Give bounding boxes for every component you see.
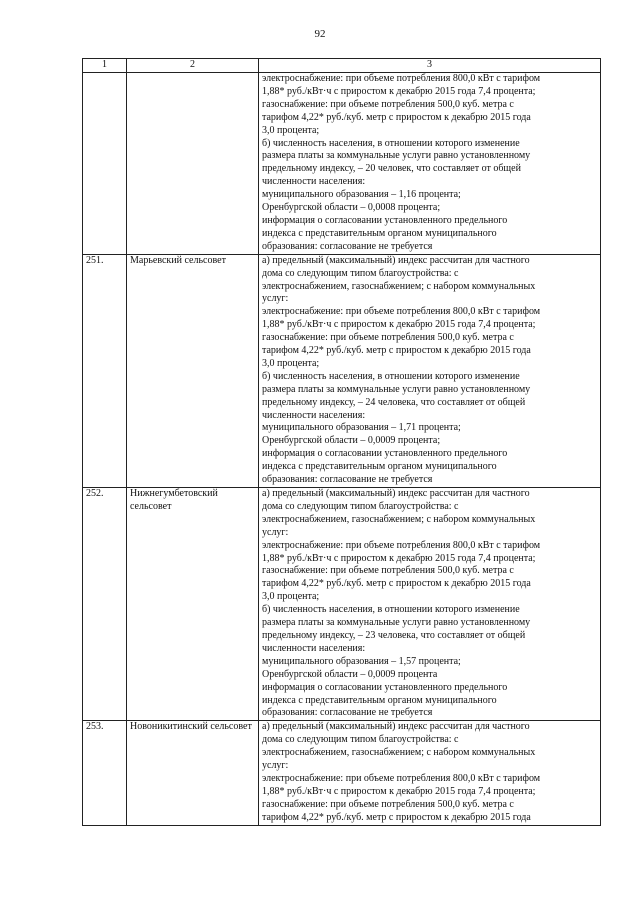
index-description bbox=[259, 254, 601, 487]
table-row bbox=[83, 254, 601, 487]
description-line: тарифом 4,22* руб./куб. метр с приростом к декабрю 2015 года bbox=[262, 578, 531, 590]
description-line: 1,88* руб./кВт·ч с приростом к декабрю 2015 года 7,4 процента; bbox=[262, 85, 536, 97]
description-line: Оренбургской области – 0,0008 процента; bbox=[262, 202, 441, 214]
description-line: а) предельный (максимальный) индекс рассчитан для частного bbox=[262, 488, 530, 499]
description-line: электроснабжением, газоснабжением; с набором коммунальных bbox=[262, 747, 536, 759]
description-line: тарифом 4,22* руб./куб. метр с приростом к декабрю 2015 года bbox=[262, 111, 531, 123]
description-line: информация о согласовании установленного предельного bbox=[262, 214, 508, 226]
description-line: б) численность населения, в отношении которого изменение bbox=[262, 137, 520, 149]
row-number: 251. bbox=[83, 254, 127, 487]
description-line: газоснабжение: при объеме потребления 500,0 куб. метра с bbox=[262, 332, 514, 344]
description-line: численности населения: bbox=[262, 409, 366, 421]
description-line: индекса с представительным органом муниципального bbox=[262, 461, 497, 473]
description-line: дома со следующим типом благоустройства: с bbox=[262, 267, 459, 279]
index-description bbox=[259, 73, 601, 255]
column-header-1: 1 bbox=[83, 59, 127, 73]
municipality-name bbox=[127, 73, 259, 255]
description-line: 1,88* руб./кВт·ч с приростом к декабрю 2015 года 7,4 процента; bbox=[262, 785, 536, 797]
description-line: предельному индексу, – 23 человека, что составляет от общей bbox=[262, 629, 526, 641]
description-line: численности населения: bbox=[262, 176, 366, 188]
row-number: 252. bbox=[83, 488, 127, 721]
column-header-2: 2 bbox=[127, 59, 259, 73]
description-line: а) предельный (максимальный) индекс рассчитан для частного bbox=[262, 721, 530, 733]
description-line: электроснабжением, газоснабжением; с набором коммунальных bbox=[262, 280, 536, 292]
description-line: 1,88* руб./кВт·ч с приростом к декабрю 2015 года 7,4 процента; bbox=[262, 319, 536, 331]
description-line: а) предельный (максимальный) индекс рассчитан для частного bbox=[262, 254, 530, 266]
description-line: электроснабжением, газоснабжением; с набором коммунальных bbox=[262, 513, 536, 525]
description-line: 1,88* руб./кВт·ч с приростом к декабрю 2015 года 7,4 процента; bbox=[262, 552, 536, 564]
description-line: индекса с представительным органом муниципального bbox=[262, 694, 497, 706]
description-line: электроснабжение: при объеме потребления 800,0 кВт с тарифом bbox=[262, 73, 541, 84]
description-line: тарифом 4,22* руб./куб. метр с приростом к декабрю 2015 года bbox=[262, 811, 531, 823]
table-header-row bbox=[83, 59, 601, 73]
description-line: газоснабжение: при объеме потребления 500,0 куб. метра с bbox=[262, 565, 514, 577]
municipality-name: Нижнегумбетовский сельсовет bbox=[127, 488, 259, 721]
index-description bbox=[259, 488, 601, 721]
description-line: 3,0 процента; bbox=[262, 124, 320, 136]
description-line: дома со следующим типом благоустройства: с bbox=[262, 500, 459, 512]
page-number: 92 bbox=[314, 28, 326, 40]
indices-table bbox=[82, 58, 601, 826]
description-line: размера платы за коммунальные услуги равно установленному bbox=[262, 383, 531, 395]
description-line: предельному индексу, – 20 человек, что составляет от общей bbox=[262, 163, 521, 175]
table-row bbox=[83, 488, 601, 721]
description-line: услуг: bbox=[262, 760, 289, 772]
description-line: информация о согласовании установленного предельного bbox=[262, 681, 508, 693]
municipality-name: Новоникитинский сельсовет bbox=[127, 721, 259, 825]
description-line: тарифом 4,22* руб./куб. метр с приростом к декабрю 2015 года bbox=[262, 345, 531, 357]
description-line: дома со следующим типом благоустройства: с bbox=[262, 734, 459, 746]
description-line: электроснабжение: при объеме потребления 800,0 кВт с тарифом bbox=[262, 772, 541, 784]
row-number bbox=[83, 73, 127, 255]
description-line: услуг: bbox=[262, 293, 289, 305]
description-line: 3,0 процента; bbox=[262, 591, 320, 603]
description-line: образования: согласование не требуется bbox=[262, 707, 433, 719]
description-line: размера платы за коммунальные услуги равно установленному bbox=[262, 150, 531, 162]
description-line: муниципального образования – 1,16 процента; bbox=[262, 189, 461, 201]
description-line: б) численность населения, в отношении которого изменение bbox=[262, 604, 520, 616]
description-line: муниципального образования – 1,71 процента; bbox=[262, 422, 461, 434]
description-line: образования: согласование не требуется bbox=[262, 240, 433, 252]
index-description bbox=[259, 721, 601, 825]
description-line: информация о согласовании установленного предельного bbox=[262, 448, 508, 460]
table-row bbox=[83, 73, 601, 255]
description-line: муниципального образования – 1,57 процента; bbox=[262, 655, 461, 667]
description-line: электроснабжение: при объеме потребления 800,0 кВт с тарифом bbox=[262, 539, 541, 551]
description-line: индекса с представительным органом муниципального bbox=[262, 227, 497, 239]
row-number: 253. bbox=[83, 721, 127, 825]
description-line: б) численность населения, в отношении которого изменение bbox=[262, 370, 520, 382]
column-header-3: 3 bbox=[259, 59, 601, 73]
description-line: размера платы за коммунальные услуги равно установленному bbox=[262, 617, 531, 629]
description-line: услуг: bbox=[262, 526, 289, 538]
description-line: 3,0 процента; bbox=[262, 357, 320, 369]
description-line: газоснабжение: при объеме потребления 500,0 куб. метра с bbox=[262, 798, 514, 810]
table-row bbox=[83, 721, 601, 825]
description-line: образования: согласование не требуется bbox=[262, 474, 433, 486]
description-line: Оренбургской области – 0,0009 процента bbox=[262, 668, 438, 680]
municipality-name: Марьевский сельсовет bbox=[127, 254, 259, 487]
description-line: предельному индексу, – 24 человека, что составляет от общей bbox=[262, 396, 526, 408]
description-line: газоснабжение: при объеме потребления 500,0 куб. метра с bbox=[262, 98, 514, 110]
description-line: Оренбургской области – 0,0009 процента; bbox=[262, 435, 441, 447]
description-line: электроснабжение: при объеме потребления 800,0 кВт с тарифом bbox=[262, 306, 541, 318]
description-line: численности населения: bbox=[262, 642, 366, 654]
